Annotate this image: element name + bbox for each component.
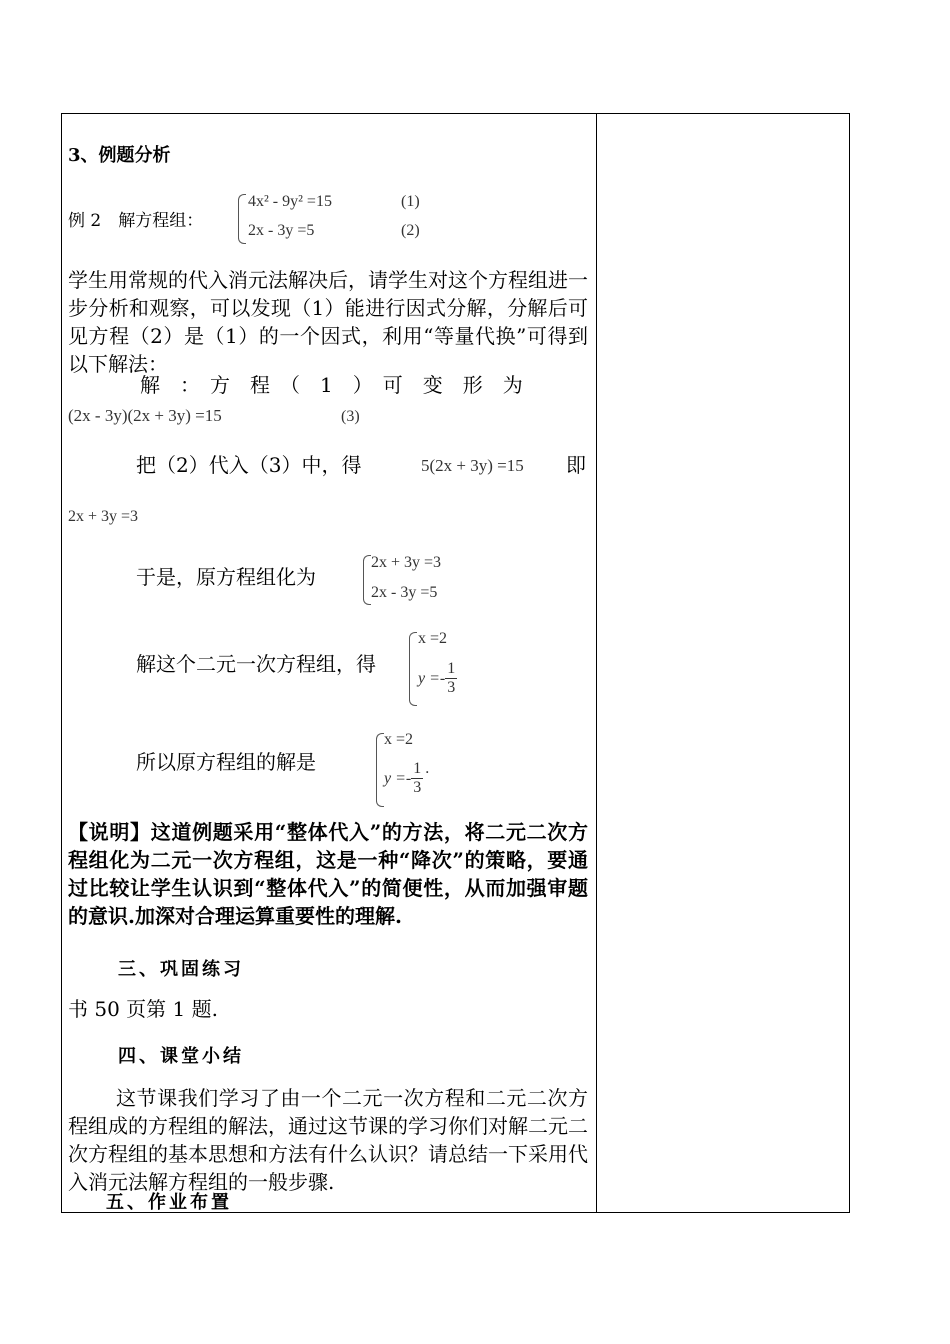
system-equation-a: 2x + 3y =3	[371, 554, 442, 571]
solution-x: x =2	[418, 630, 448, 647]
substitute-text: 把（2）代入（3）中，得	[136, 453, 362, 477]
final-y-prefix: y =-	[384, 769, 412, 787]
y-prefix: y =-	[418, 669, 446, 687]
ji-text: 即	[566, 453, 586, 477]
final-y	[384, 760, 429, 797]
substituted-equation: 5(2x + 3y) =15	[421, 456, 524, 475]
solution-intro: 解 ： 方 程 （ 1 ） 可 变 形 为	[140, 373, 523, 397]
example-label: 例 2 解方程组：	[68, 211, 204, 231]
brace	[409, 632, 417, 706]
equation-1: 4x² - 9y² =15	[248, 193, 332, 210]
final-fraction	[411, 760, 423, 797]
final-fraction-numerator: 1	[413, 760, 422, 777]
fraction-numerator: 1	[447, 660, 456, 677]
final-text: 所以原方程组的解是	[136, 750, 316, 774]
practice-content: 书 50 页第 1 题.	[68, 997, 218, 1021]
equation-2-number: (2)	[401, 222, 420, 239]
equation-3-number: (3)	[341, 408, 360, 425]
equation-3: (2x - 3y)(2x + 3y) =15	[68, 406, 222, 425]
section-heading-example: 3、例题分析	[68, 145, 171, 166]
analysis-paragraph: 学生用常规的代入消元法解决后，请学生对这个方程组进一步分析和观察，可以发现（1）能进行因式分解，分解后可见方程（2）是（1）的一个因式，利用“等量代换”可得到以下解法：	[68, 268, 588, 376]
solution-y	[418, 660, 457, 697]
final-period: .	[425, 759, 430, 777]
section-heading-practice: 三、巩固练习	[118, 959, 244, 980]
equation-2: 2x - 3y =5	[248, 222, 315, 239]
fraction	[445, 660, 457, 697]
equation-1-number: (1)	[401, 193, 420, 210]
brace	[238, 194, 246, 244]
fraction-denominator: 3	[447, 679, 456, 696]
section-heading-summary: 四、课堂小结	[118, 1046, 244, 1067]
note-paragraph: 【说明】这道例题采用“整体代入”的方法，将二元二次方程组化为二元一次方程组，这是一种“降次”的策略，要通过比较让学生认识到“整体代入”的简便性，从而加强审题的意识.加深对合理运算重要性的理解.	[68, 820, 588, 928]
final-x: x =2	[384, 731, 414, 748]
summary-paragraph: 这节课我们学习了由一个二元一次方程和二元二次方程组成的方程组的解法，通过这节课的学习你们对解二元二次方程组的基本思想和方法有什么认识？请总结一下采用代入消元法解方程组的一般步骤.	[68, 1086, 588, 1194]
solve-text: 解这个二元一次方程组，得	[136, 652, 376, 676]
column-divider	[596, 113, 597, 1213]
brace	[363, 555, 371, 605]
brace	[376, 733, 384, 807]
result-equation: 2x + 3y =3	[68, 508, 139, 525]
section-heading-homework: 五、作业布置	[106, 1192, 232, 1213]
final-fraction-denominator: 3	[413, 779, 422, 796]
transform-text: 于是，原方程组化为	[136, 565, 316, 589]
system-equation-b: 2x - 3y =5	[371, 584, 438, 601]
